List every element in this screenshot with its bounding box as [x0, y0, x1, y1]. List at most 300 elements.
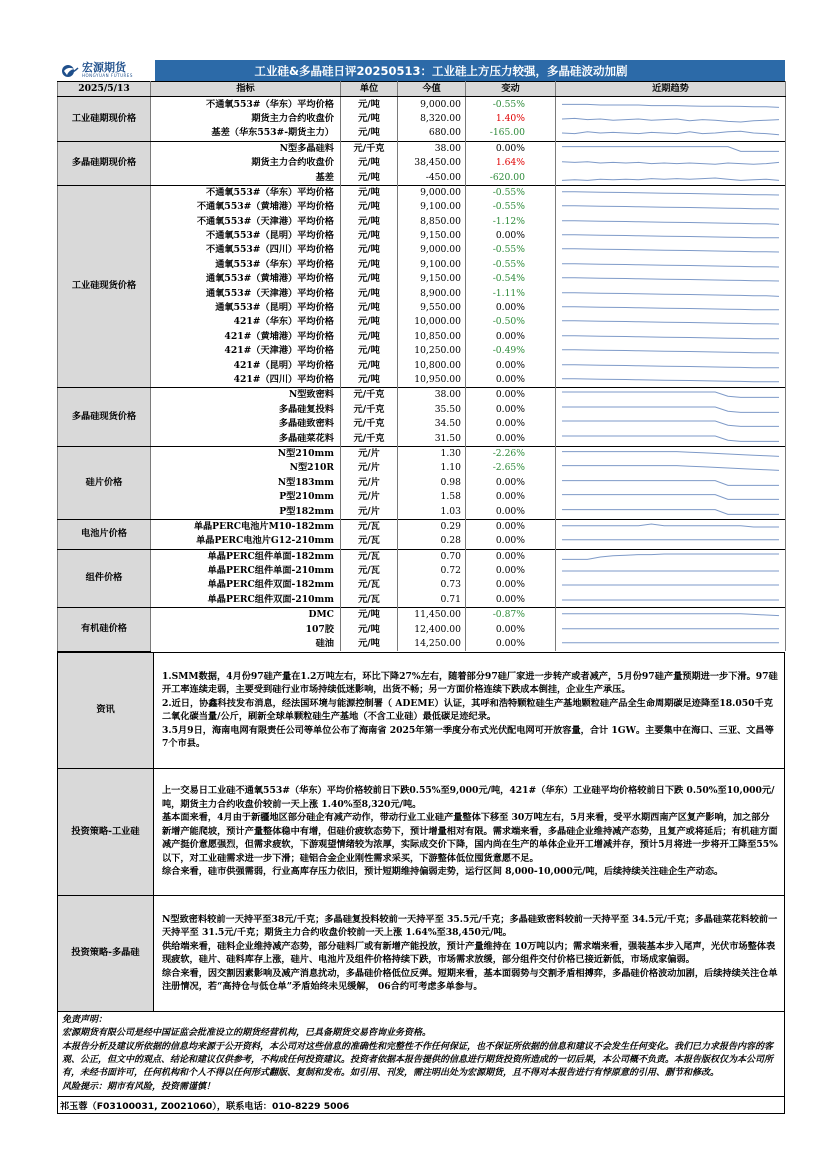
sparkline-chart [558, 637, 783, 651]
sparkline-chart [558, 315, 783, 329]
today-value: 8,900.00 [398, 286, 466, 300]
today-value: 10,250.00 [398, 344, 466, 358]
unit-cell: 元/吨 [341, 185, 398, 200]
trend-sparkline [556, 141, 786, 156]
logo-icon [61, 64, 79, 78]
table-row [58, 258, 786, 272]
trend-sparkline [556, 388, 786, 403]
sparkline-chart [558, 476, 783, 490]
change-value: 1.40% [466, 112, 556, 126]
sparkline-series [562, 132, 779, 136]
table-header-row [58, 82, 786, 97]
unit-cell: 元/片 [341, 461, 398, 475]
change-value: 0.00% [466, 564, 556, 578]
change-value: 0.00% [466, 476, 556, 490]
change-value: -0.55% [466, 243, 556, 257]
table-row [58, 344, 786, 358]
sparkline-series [562, 278, 779, 281]
sparkline-chart [558, 564, 783, 578]
indicator-name: N型多晶硅料 [151, 141, 341, 156]
sparkline-chart [558, 156, 783, 170]
trend-sparkline [556, 608, 786, 623]
sparkline-series [562, 249, 779, 252]
table-row [58, 112, 786, 126]
today-value: 38,450.00 [398, 156, 466, 170]
sparkline-series [562, 466, 779, 471]
table-row [58, 564, 786, 578]
table-row [58, 608, 786, 623]
indicator-name: 通氧553#（黄埔港）平均价格 [151, 272, 341, 286]
today-value: 9,000.00 [398, 185, 466, 200]
today-value: 12,400.00 [398, 622, 466, 636]
trend-sparkline [556, 315, 786, 329]
unit-cell: 元/吨 [341, 200, 398, 214]
indicator-name: N型210R [151, 461, 341, 475]
change-value: 0.00% [466, 141, 556, 156]
sparkline-chart [558, 258, 783, 272]
strategy-si-body [154, 768, 785, 895]
sparkline-chart [558, 229, 783, 243]
sparkline-chart [558, 490, 783, 504]
unit-cell: 元/千克 [341, 388, 398, 403]
unit-cell: 元/吨 [341, 243, 398, 257]
sparkline-chart [558, 623, 783, 637]
trend-sparkline [556, 564, 786, 578]
trend-sparkline [556, 258, 786, 272]
change-value: 0.00% [466, 417, 556, 431]
price-table [57, 81, 786, 652]
today-value: 9,150.00 [398, 272, 466, 286]
indicator-name: 多晶硅菜花料 [151, 431, 341, 446]
sparkline-series [562, 407, 779, 412]
sparkline-chart [558, 417, 783, 431]
sparkline-series [562, 307, 779, 310]
today-value: 1.58 [398, 490, 466, 504]
sparkline-series [562, 379, 779, 382]
sparkline-series [562, 452, 779, 457]
change-value: -0.55% [466, 185, 556, 200]
header-date: 2025/5/13 [58, 82, 151, 97]
table-row [58, 358, 786, 372]
category-label: 电池片价格 [58, 519, 151, 549]
logo-text: 宏源期货 [82, 61, 126, 74]
disclaimer [57, 1012, 785, 1097]
indicator-name: 多晶硅致密料 [151, 417, 341, 431]
header-indicator: 指标 [151, 82, 341, 97]
company-logo [57, 60, 155, 81]
strategy-poly-paragraph: N型致密料较前一天持平至38元/千克；多晶硅复投料较前一天持平至 35.5元/千克；多晶硅致密料较前一天持平至 34.5元/千克；多晶硅菜花料较前一天持平至 31.5元/千克；期货主力合约收盘价较前一天上涨 1.64%至38,450元/吨。 [162, 913, 778, 939]
sparkline-series [562, 436, 779, 441]
sparkline-chart [558, 344, 783, 358]
unit-cell: 元/千克 [341, 403, 398, 417]
sparkline-series [562, 350, 779, 353]
table-row [58, 490, 786, 504]
trend-sparkline [556, 229, 786, 243]
sparkline-series [562, 509, 779, 514]
change-value: 0.00% [466, 549, 556, 564]
trend-sparkline [556, 549, 786, 564]
today-value: 1.10 [398, 461, 466, 475]
analyst-contact: 祁玉蓉（F03100031, Z0021060），联系电话：010-8229 5006 [57, 1097, 785, 1114]
unit-cell: 元/吨 [341, 315, 398, 329]
indicator-name: 421#（天津港）平均价格 [151, 344, 341, 358]
table-row [58, 417, 786, 431]
table-row [58, 476, 786, 490]
indicator-name: 期货主力合约收盘价 [151, 156, 341, 170]
unit-cell: 元/千克 [341, 141, 398, 156]
unit-cell: 元/吨 [341, 301, 398, 315]
today-value: 0.73 [398, 578, 466, 592]
unit-cell: 元/片 [341, 504, 398, 519]
news-item: 1.SMM数据，4月份97硅产量在1.2万吨左右，环比下降27%左右，随着部分97硅厂家进一步转产或者减产，5月份97硅产量预期进一步下滑。97硅开工率连续走弱，主要受到硅行业市场持续低迷影响，出货不畅；另一方面价格连续下跌成本倒挂，企业生产承压。 [162, 670, 778, 696]
indicator-name: 期货主力合约收盘价 [151, 112, 341, 126]
news-item: 2.近日，协鑫科技发布消息，经法国环境与能源控制署（ ADEME）认证，其呼和浩特颗粒硅生产基地颗粒硅产品全生命周期碳足迹降至18.050千克二氧化碳当量/公斤，刷新全球单颗粒硅生产基地（不含工业硅）最低碳足迹纪录。 [162, 697, 773, 723]
change-value: 0.00% [466, 519, 556, 534]
unit-cell: 元/吨 [341, 97, 398, 112]
change-value: 0.00% [466, 578, 556, 592]
unit-cell: 元/瓦 [341, 534, 398, 549]
sparkline-series [562, 104, 779, 107]
sparkline-chart [558, 388, 783, 402]
change-value: 0.00% [466, 358, 556, 372]
table-row [58, 229, 786, 243]
change-value: 0.00% [466, 388, 556, 403]
today-value: 9,100.00 [398, 258, 466, 272]
trend-sparkline [556, 97, 786, 112]
category-label: 工业硅现货价格 [58, 185, 151, 387]
table-row [58, 170, 786, 185]
change-value: 1.64% [466, 156, 556, 170]
sparkline-chart [558, 142, 783, 156]
sparkline-chart [558, 287, 783, 301]
change-value: -2.65% [466, 461, 556, 475]
unit-cell: 元/吨 [341, 330, 398, 344]
indicator-name: P型182mm [151, 504, 341, 519]
today-value: 9,150.00 [398, 229, 466, 243]
sparkline-chart [558, 534, 783, 548]
change-value: -620.00 [466, 170, 556, 185]
indicator-name: 421#（昆明）平均价格 [151, 358, 341, 372]
trend-sparkline [556, 593, 786, 608]
trend-sparkline [556, 170, 786, 185]
disclaimer-line: 宏源期货有限公司是经中国证监会批准设立的期货经营机构，已具备期货交易咨询业务资格。 [62, 1028, 432, 1039]
category-label: 多晶硅期现价格 [58, 141, 151, 185]
change-value: 0.00% [466, 330, 556, 344]
sparkline-chart [558, 608, 783, 622]
sparkline-chart [558, 301, 783, 315]
change-value: 0.00% [466, 593, 556, 608]
trend-sparkline [556, 461, 786, 475]
today-value: 9,000.00 [398, 243, 466, 257]
table-row [58, 286, 786, 300]
table-row [58, 272, 786, 286]
change-value: 0.00% [466, 490, 556, 504]
category-label: 硅片价格 [58, 446, 151, 519]
table-row [58, 301, 786, 315]
table-row [58, 373, 786, 388]
change-value: -1.11% [466, 286, 556, 300]
unit-cell: 元/吨 [341, 272, 398, 286]
today-value: 0.29 [398, 519, 466, 534]
today-value: 9,000.00 [398, 97, 466, 112]
change-value: 0.00% [466, 373, 556, 388]
table-row [58, 200, 786, 214]
sparkline-series [562, 614, 779, 616]
disclaimer-title: 免责声明： [62, 1014, 108, 1025]
sparkline-series [562, 364, 779, 367]
category-label: 有机硅价格 [58, 608, 151, 652]
today-value: 10,800.00 [398, 358, 466, 372]
sparkline-series [562, 336, 779, 339]
table-row [58, 637, 786, 651]
table-row [58, 593, 786, 608]
unit-cell: 元/吨 [341, 215, 398, 229]
table-row [58, 534, 786, 549]
sparkline-series [562, 495, 779, 500]
today-value: 10,950.00 [398, 373, 466, 388]
trend-sparkline [556, 243, 786, 257]
risk-warning: 风险提示：期市有风险，投资需谨慎！ [62, 1081, 216, 1092]
unit-cell: 元/吨 [341, 286, 398, 300]
sparkline-chart [558, 98, 783, 112]
table-row [58, 126, 786, 141]
sparkline-series [562, 206, 779, 209]
trend-sparkline [556, 200, 786, 214]
change-value: 0.00% [466, 622, 556, 636]
category-label: 多晶硅现货价格 [58, 388, 151, 447]
change-value: -0.50% [466, 315, 556, 329]
sparkline-chart [558, 593, 783, 607]
today-value: 9,100.00 [398, 200, 466, 214]
sparkline-chart [558, 171, 783, 185]
table-row [58, 403, 786, 417]
sparkline-chart [558, 200, 783, 214]
today-value: 38.00 [398, 388, 466, 403]
sparkline-series [562, 118, 779, 122]
sparkline-chart [558, 112, 783, 126]
category-label: 工业硅期现价格 [58, 97, 151, 141]
change-value: -1.12% [466, 215, 556, 229]
unit-cell: 元/瓦 [341, 564, 398, 578]
sparkline-chart [558, 272, 783, 286]
unit-cell: 元/千克 [341, 431, 398, 446]
change-value: 0.00% [466, 504, 556, 519]
change-value: -0.55% [466, 258, 556, 272]
indicator-name: 通氧553#（昆明）平均价格 [151, 301, 341, 315]
strategy-si-paragraph: 上一交易日工业硅不通氧553#（华东）平均价格较前日下跌0.55%至9,000元/吨，421#（华东）工业硅平均价格较前日下跌 0.50%至10,000元/吨，期货主力合约收盘价较前一天上涨 1.40%至8,320元/吨。 [162, 785, 775, 810]
trend-sparkline [556, 373, 786, 388]
indicator-name: 通氧553#（华东）平均价格 [151, 258, 341, 272]
indicator-name: 单晶PERC电池片G12-210mm [151, 534, 341, 549]
trend-sparkline [556, 286, 786, 300]
indicator-name: 单晶PERC电池片M10-182mm [151, 519, 341, 534]
indicator-name: N型183mm [151, 476, 341, 490]
unit-cell: 元/吨 [341, 637, 398, 651]
table-row [58, 549, 786, 564]
strategy-poly-body [154, 895, 785, 1011]
trend-sparkline [556, 622, 786, 636]
indicator-name: 硅油 [151, 637, 341, 651]
trend-sparkline [556, 185, 786, 200]
today-value: 10,000.00 [398, 315, 466, 329]
trend-sparkline [556, 534, 786, 549]
sparkline-series [562, 235, 779, 238]
change-value: -165.00 [466, 126, 556, 141]
unit-cell: 元/吨 [341, 112, 398, 126]
indicator-name: DMC [151, 608, 341, 623]
indicator-name: 单晶PERC组件单面-210mm [151, 564, 341, 578]
strategy-poly-paragraph: 综合来看，因交割因素影响及减产消息扰动，多晶硅价格低位反弹。短期来看，基本面弱势与交割矛盾相搏弈，多晶硅价格波动加剧，后续持续关注仓单注册情况，若“高持仓与低仓单”矛盾始终未见缓解， 06合约可考虑多单参与。 [162, 967, 778, 993]
trend-sparkline [556, 446, 786, 461]
sparkline-chart [558, 520, 783, 534]
report-title: 工业硅&多晶硅日评20250513：工业硅上方压力较强，多晶硅波动加剧 [254, 63, 628, 78]
sparkline-chart [558, 578, 783, 592]
sparkline-series [562, 321, 779, 324]
strategy-poly-label: 投资策略-多晶硅 [58, 895, 154, 1011]
change-value: 0.00% [466, 431, 556, 446]
indicator-name: 421#（黄埔港）平均价格 [151, 330, 341, 344]
today-value: 35.50 [398, 403, 466, 417]
table-row [58, 243, 786, 257]
news-label: 资讯 [58, 652, 154, 768]
indicator-name: N型210mm [151, 446, 341, 461]
indicator-name: 通氧553#（天津港）平均价格 [151, 286, 341, 300]
indicator-name: 不通氧553#（华东）平均价格 [151, 97, 341, 112]
today-value: 680.00 [398, 126, 466, 141]
today-value: 0.98 [398, 476, 466, 490]
trend-sparkline [556, 476, 786, 490]
trend-sparkline [556, 504, 786, 519]
disclaimer-line: 本报告分析及建议所依据的信息均来源于公开资料，本公司对这些信息的准确性和完整性不作任何保证，也不保证所依据的信息和建议不会发生任何变化。我们已力求报告内容的客观、公正，但文中的观点、结论和建议仅供参考，不构成任何投资建议。投资者依据本报告提供的信息进行期货投资所造成的一切后果，本公司概不负责。本报告版权仅为本公司所有，未经书面许可，任何机构和个人不得以任何形式翻版、复制和发布。如引用、刊发，需注明出处为宏源期货，且不得对本报告进行有悖原意的引用、删节和修改。 [62, 1041, 774, 1079]
today-value: 10,850.00 [398, 330, 466, 344]
trend-sparkline [556, 215, 786, 229]
sparkline-series [562, 146, 779, 151]
header-unit: 单位 [341, 82, 398, 97]
today-value: 34.50 [398, 417, 466, 431]
indicator-name: 421#（四川）平均价格 [151, 373, 341, 388]
trend-sparkline [556, 519, 786, 534]
sparkline-series [562, 524, 779, 527]
table-row [58, 519, 786, 534]
trend-sparkline [556, 301, 786, 315]
sparkline-chart [558, 461, 783, 475]
sparkline-series [562, 554, 779, 559]
sparkline-series [562, 178, 779, 180]
change-value: -0.55% [466, 97, 556, 112]
sparkline-chart [558, 447, 783, 461]
change-value: 0.00% [466, 301, 556, 315]
table-row [58, 578, 786, 592]
unit-cell: 元/吨 [341, 156, 398, 170]
trend-sparkline [556, 330, 786, 344]
change-value: 0.00% [466, 229, 556, 243]
sparkline-series [562, 264, 779, 267]
sparkline-series [562, 292, 779, 296]
unit-cell: 元/瓦 [341, 593, 398, 608]
trend-sparkline [556, 112, 786, 126]
indicator-name: 基差（华东553#-期货主力） [151, 126, 341, 141]
report-page [57, 60, 785, 1114]
unit-cell: 元/吨 [341, 608, 398, 623]
trend-sparkline [556, 272, 786, 286]
table-row [58, 185, 786, 200]
change-value: -0.55% [466, 200, 556, 214]
sparkline-chart [558, 330, 783, 344]
today-value: 9,550.00 [398, 301, 466, 315]
trend-sparkline [556, 637, 786, 651]
indicator-name: 单晶PERC组件双面-182mm [151, 578, 341, 592]
unit-cell: 元/吨 [341, 622, 398, 636]
sparkline-chart [558, 403, 783, 417]
indicator-name: 单晶PERC组件双面-210mm [151, 593, 341, 608]
sparkline-chart [558, 373, 783, 387]
indicator-name: 不通氧553#（黄埔港）平均价格 [151, 200, 341, 214]
trend-sparkline [556, 156, 786, 170]
strategy-si-label: 投资策略-工业硅 [58, 768, 154, 895]
sparkline-chart [558, 186, 783, 200]
unit-cell: 元/吨 [341, 344, 398, 358]
sparkline-series [562, 480, 779, 485]
sparkline-chart [558, 215, 783, 229]
header-today: 今值 [398, 82, 466, 97]
news-body [154, 652, 785, 768]
report-header [57, 60, 785, 81]
indicator-name: 不通氧553#（四川）平均价格 [151, 243, 341, 257]
today-value: 0.70 [398, 549, 466, 564]
table-row [58, 141, 786, 156]
unit-cell: 元/吨 [341, 258, 398, 272]
change-value: 0.00% [466, 403, 556, 417]
unit-cell: 元/瓦 [341, 549, 398, 564]
unit-cell: 元/瓦 [341, 578, 398, 592]
unit-cell: 元/片 [341, 490, 398, 504]
header-trend: 近期趋势 [556, 82, 786, 97]
category-label: 组件价格 [58, 549, 151, 608]
today-value: 8,850.00 [398, 215, 466, 229]
trend-sparkline [556, 431, 786, 446]
sparkline-chart [558, 243, 783, 257]
trend-sparkline [556, 126, 786, 141]
trend-sparkline [556, 490, 786, 504]
strategy-si-paragraph: 基本面来看，4月由于新疆地区部分硅企有减产动作，带动行业工业硅产量整体下移至 30万吨左右，5月来看，受平水期西南产区复产影响，加之部分新增产能爬坡，预计产量整体稳中有增，但硅价疲软态势下，预计增量相对有限。需求端来看，多晶硅企业维持减产态势，且复产或将延后；有机硅方面减产挺价意愿强烈，但需求疲软，下游观望情绪较为浓厚，实际成交价下降，国内尚在生产的单体企业开工增减并存，预计5月将进一步将开工降至55%以下，对工业硅需求进一步下滑；硅铝合金企业刚性需求采买，下游整体低位囤货意愿不足。 [162, 812, 778, 864]
change-value: -0.49% [466, 344, 556, 358]
trend-sparkline [556, 417, 786, 431]
sparkline-series [562, 192, 779, 195]
table-row [58, 446, 786, 461]
change-value: -0.87% [466, 608, 556, 623]
today-value: 8,320.00 [398, 112, 466, 126]
change-value: -2.26% [466, 446, 556, 461]
today-value: 38.00 [398, 141, 466, 156]
table-row [58, 622, 786, 636]
logo-subtext: HONGYUAN FUTURES [82, 73, 133, 78]
unit-cell: 元/吨 [341, 126, 398, 141]
today-value: 1.03 [398, 504, 466, 519]
today-value: 0.72 [398, 564, 466, 578]
table-row [58, 315, 786, 329]
unit-cell: 元/片 [341, 476, 398, 490]
table-row [58, 97, 786, 112]
indicator-name: 多晶硅复投料 [151, 403, 341, 417]
indicator-name: 不通氧553#（昆明）平均价格 [151, 229, 341, 243]
table-row [58, 156, 786, 170]
news-section [57, 652, 785, 1012]
unit-cell: 元/千克 [341, 417, 398, 431]
indicator-name: 基差 [151, 170, 341, 185]
sparkline-chart [558, 126, 783, 140]
sparkline-chart [558, 359, 783, 373]
trend-sparkline [556, 578, 786, 592]
